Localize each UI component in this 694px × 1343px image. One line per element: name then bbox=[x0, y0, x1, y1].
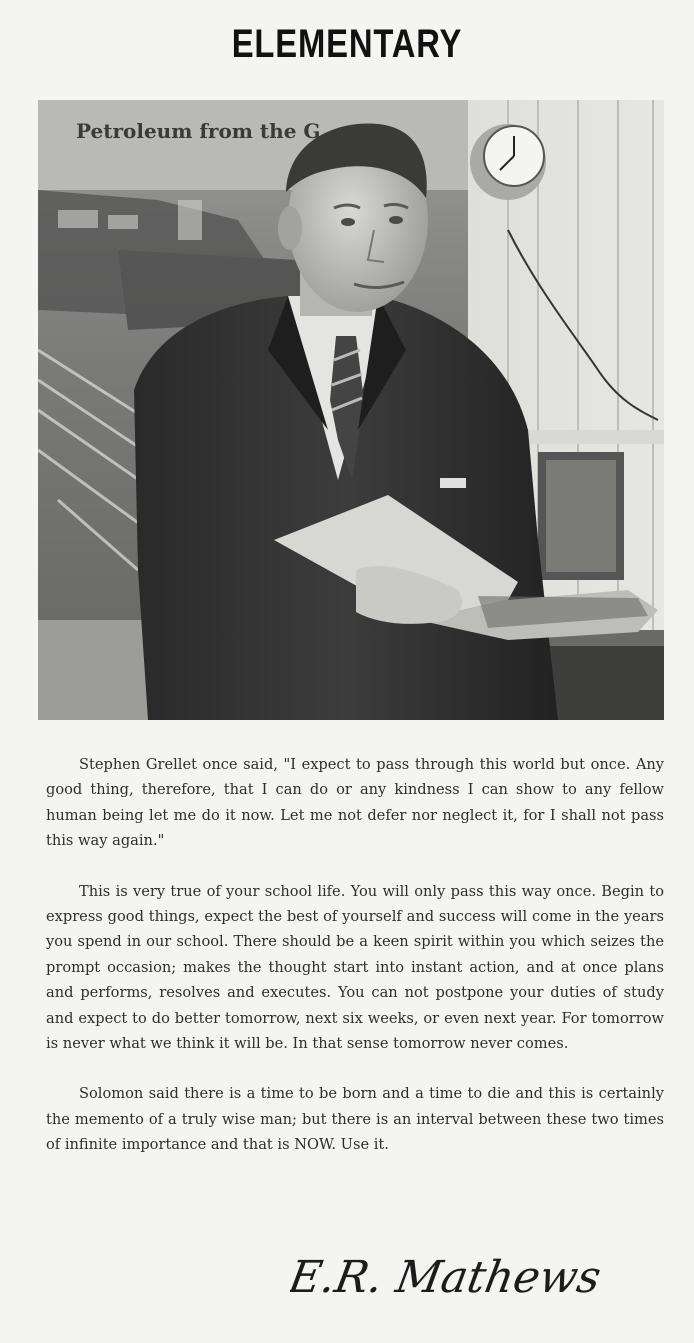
paragraph-3: Solomon said there is a time to be born and a time to die and this is certainly the memento of a truly wise man; but there is an interval between these two times of infinite importance and that is NOW. Use it. bbox=[46, 1085, 664, 1154]
signature bbox=[290, 1240, 660, 1320]
message-text bbox=[46, 752, 664, 1183]
signature-text: E.R. Mathews bbox=[290, 1252, 605, 1303]
paragraph-2: This is very true of your school life. You will only pass this way once. Begin to express good things, expect the best of yourself and success will come in the years you spend in our school. There should be a keen spirit within you which seizes the prompt occasion; makes the thought start into instant action, and at once plans and performs, resolves and executes. You can not postpone your duties of study and expect to do better tomorrow, next six weeks, or even next year. For tomorrow is never what we think it will be. In that sense tomorrow never comes. bbox=[46, 882, 664, 1053]
poster-title: Petroleum from the G bbox=[76, 119, 321, 143]
page-title: ELEMENTARY bbox=[231, 22, 463, 66]
paragraph-1: Stephen Grellet once said, "I expect to pass through this world but once. Any good thing, therefore, that I can do or any kindness I can show to any fellow human being let me do it now. Let me not defer nor neglect it, for I shall not pass this way again." bbox=[46, 756, 664, 850]
principal-photo bbox=[38, 100, 664, 720]
